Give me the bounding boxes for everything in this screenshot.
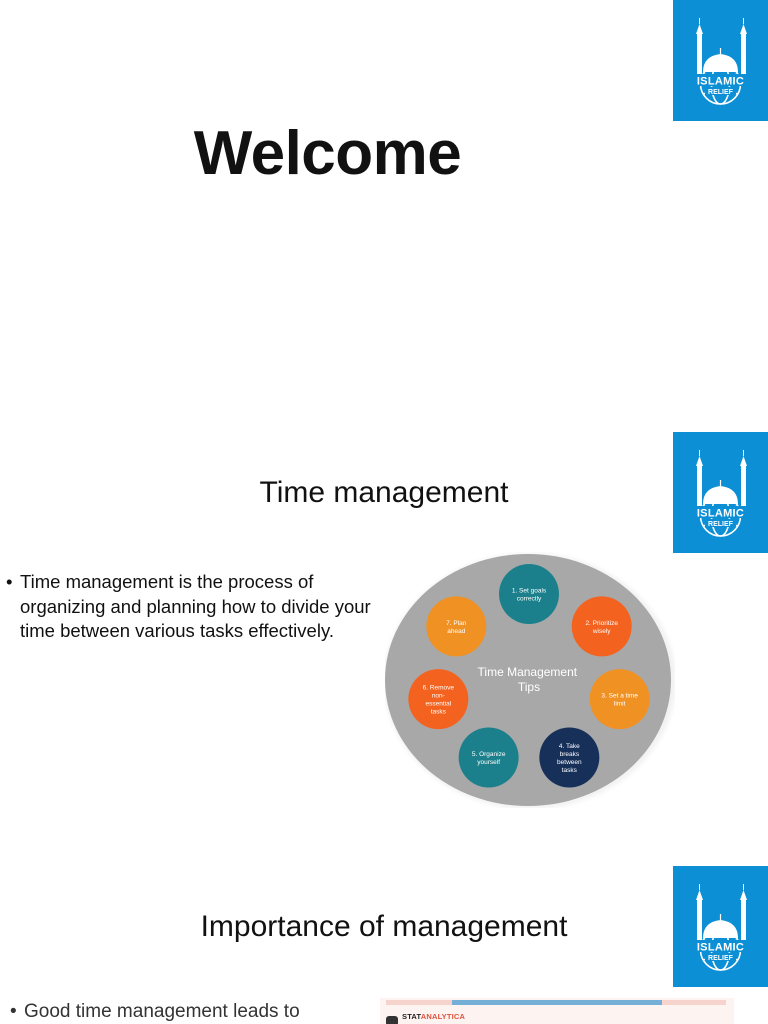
tip-label: 1. Set goals correctly <box>511 587 547 603</box>
header-bar <box>662 1000 726 1005</box>
tip-label: 7. Plan ahead <box>446 619 467 635</box>
tip-node <box>459 727 519 787</box>
tip-node <box>408 669 468 729</box>
svg-text:RELIEF: RELIEF <box>708 89 733 96</box>
diagram-center-label: Time Management Tips <box>477 665 578 694</box>
bullet-item: • Time management is the process of organizing and planning how to divide your time between various tasks effectively. <box>0 570 385 644</box>
tip-label: 3. Set a time limit <box>601 692 638 708</box>
bullet-list <box>0 570 385 644</box>
welcome-title: Welcome <box>193 119 462 188</box>
slide-time-management <box>0 432 768 852</box>
tip-node <box>572 596 632 656</box>
svg-text:ISLAMIC: ISLAMIC <box>696 75 745 88</box>
svg-text:ISLAMIC: ISLAMIC <box>696 507 745 520</box>
statanalytica-image <box>380 998 734 1024</box>
svg-text:ISLAMIC: ISLAMIC <box>696 941 745 954</box>
slide-title: Time management <box>259 476 509 509</box>
tip-node <box>499 564 559 624</box>
slide-importance-of-management <box>0 866 768 1024</box>
tip-label: 6. Remove non-essential tasks <box>422 684 455 716</box>
slide-title: Importance of management <box>200 910 568 943</box>
brand-name: STATANALYTICA <box>402 1012 466 1021</box>
tip-node <box>590 669 650 729</box>
tip-node <box>426 596 486 656</box>
header-bar <box>386 1000 452 1005</box>
tip-label: 5. Organize yourself <box>471 750 506 766</box>
tip-label: 4. Take breaks between tasks <box>557 742 582 774</box>
time-management-tips-diagram <box>385 552 675 808</box>
islamic-relief-logo <box>673 0 768 121</box>
svg-text:RELIEF: RELIEF <box>708 955 733 962</box>
header-bar <box>452 1000 662 1005</box>
tip-label: 2. Prioritize wisely <box>585 619 618 635</box>
bullet-item: • Good time management leads to <box>4 1000 374 1024</box>
svg-text:RELIEF: RELIEF <box>708 521 733 528</box>
brand-icon <box>386 1016 398 1024</box>
bullet-list <box>4 1000 374 1024</box>
slide-welcome <box>0 0 768 420</box>
tip-node <box>539 727 599 787</box>
